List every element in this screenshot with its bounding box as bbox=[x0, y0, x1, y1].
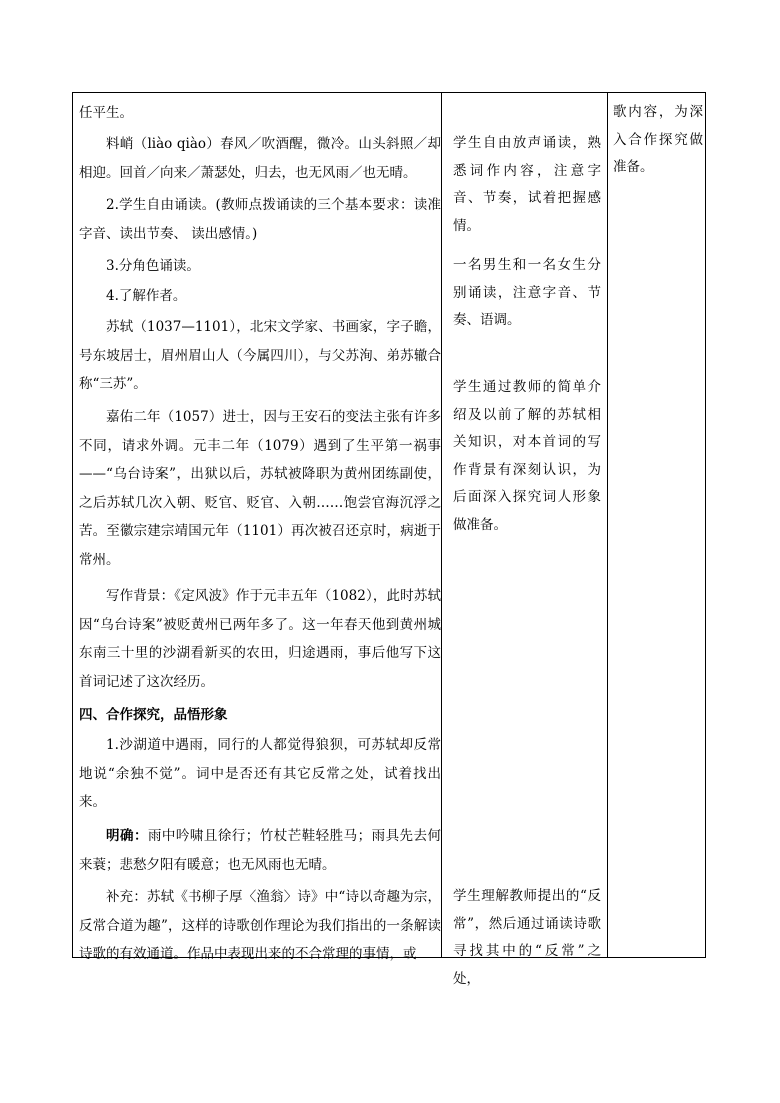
answer-label: 明确： bbox=[106, 828, 148, 844]
poem-reading-paragraph: 料峭（liào qiào）春风／吹酒醒，微冷。山头斜照／却相迎。回首／向来／萧瑟处，归去，也无风雨／也无晴。 bbox=[79, 136, 441, 181]
supplement-paragraph: 补充：苏轼《书柳子厚〈渔翁〉诗》中“诗以奇趣为宗，反常合道为趣”，这样的诗歌创作理论为我们指出的一条解读诗歌的有效通道。作品中表现出来的不合常理的事情，或 bbox=[79, 889, 441, 962]
answer-paragraph bbox=[79, 822, 441, 879]
writing-background-paragraph: 写作背景：《定风波》作于元丰五年（1082），此时苏轼因“乌台诗案”被贬黄州已两年多了。这一年春天他到黄州城东南三十里的沙湖看新买的农田，归途遇雨，事后他写下这首词记述了这次经历。 bbox=[79, 588, 441, 690]
author-biography-paragraph: 嘉佑二年（1057）进士，因与王安石的变法主张有许多不同，请求外调。元丰二年（1079）遇到了生平第一祸事——“乌台诗案”，出狱以后，苏轼被降职为黄州团练副使，之后苏轼几次入朝、贬官、贬官、入朝……饱尝官海沉浮之苦。至徽宗建宗靖国元年（1101）再次被召还京时，病逝于常州。 bbox=[79, 409, 441, 568]
column-divider-1 bbox=[441, 93, 442, 957]
step-2-paragraph: 2.学生自由诵读。(教师点拨诵读的三个基本要求：读准字音、读出节奏、 读出感情。) bbox=[79, 197, 441, 242]
column-divider-2 bbox=[607, 93, 608, 957]
design-intent-1: 歌内容，为深入合作探究做准备。 bbox=[613, 104, 703, 175]
question-1-paragraph: 1.沙湖道中遇雨，同行的人都觉得狼狈，可苏轼却反常地说“余独不觉”。词中是否还有其它反常之处，试着找出来。 bbox=[79, 737, 441, 810]
student-activity-2: 一名男生和一名女生分别诵读，注意字音、节奏、语调。 bbox=[453, 257, 601, 328]
student-activity-3: 学生通过教师的简单介绍及以前了解的苏轼相关知识，对本首词的写作背景有深刻认识，为后面深入探究词人形象做准备。 bbox=[453, 379, 601, 533]
step-3-paragraph: 3.分角色诵读。 bbox=[106, 258, 200, 274]
step-4-paragraph: 4.了解作者。 bbox=[106, 288, 187, 304]
section-heading: 四、合作探究，品悟形象 bbox=[79, 707, 228, 723]
student-activity-1: 学生自由放声诵读，熟悉词作内容，注意字音、节奏，试着把握感情。 bbox=[453, 135, 601, 234]
student-activity-4: 学生理解教师提出的“反常”，然后通过诵读诗歌寻找其中的“反常”之处， bbox=[453, 888, 601, 987]
author-intro-paragraph: 苏轼（1037—1101），北宋文学家、书画家，字子瞻，号东坡居士，眉州眉山人（今属四川），与父苏洵、弟苏辙合称“三苏”。 bbox=[79, 319, 441, 392]
answer-text: 雨中吟啸且徐行；竹杖芒鞋轻胜马；雨具先去何来蓑；悲愁夕阳有暖意；也无风雨也无晴。 bbox=[79, 828, 442, 873]
text-line: 任平生。 bbox=[79, 105, 133, 121]
lesson-plan-table bbox=[72, 92, 706, 987]
